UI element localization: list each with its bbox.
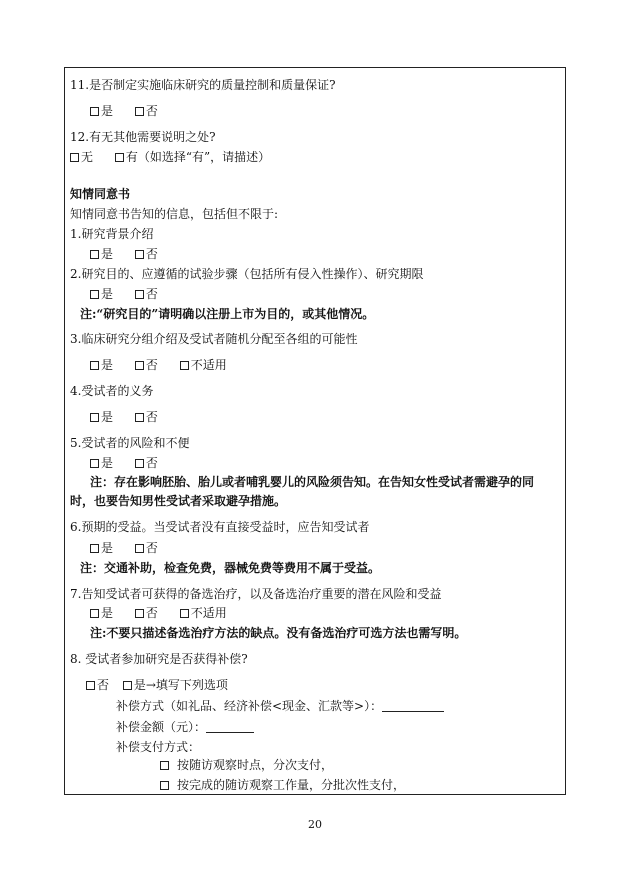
payment-option-1[interactable]: 按随访观察时点，分次支付， <box>160 757 333 773</box>
q11-no-option[interactable]: 否 <box>135 103 158 119</box>
item8-options <box>86 677 246 693</box>
compensation-amount-field[interactable] <box>206 721 254 733</box>
q11-options <box>90 103 176 119</box>
item3-options <box>90 357 245 373</box>
compensation-method-field[interactable] <box>382 700 444 712</box>
item6-text: 6.预期的受益。当受试者没有直接受益时，应告知受试者 <box>70 520 370 534</box>
item6-no-option[interactable]: 否 <box>135 540 158 556</box>
item6-options <box>90 540 176 556</box>
item2-text: 2.研究目的、应遵循的试验步骤（包括所有侵入性操作）、研究期限 <box>70 267 424 281</box>
item3-no-option[interactable]: 否 <box>135 357 158 373</box>
checkbox[interactable] <box>180 609 189 618</box>
compensation-payment-label: 补偿支付方式： <box>116 740 201 754</box>
q12-none-option[interactable]: 无 <box>70 149 93 165</box>
item1-yes-option[interactable]: 是 <box>90 246 113 262</box>
item2-yes-option[interactable]: 是 <box>90 286 113 302</box>
item7-text: 7.告知受试者可获得的备选治疗，以及备选治疗重要的潜在风险和受益 <box>70 587 442 601</box>
checkbox[interactable] <box>90 544 99 553</box>
checkbox[interactable] <box>90 107 99 116</box>
payment-option-2[interactable]: 按完成的随访观察工作量，分批次性支付， <box>160 777 405 793</box>
checkbox[interactable] <box>115 153 124 162</box>
checkbox[interactable] <box>90 459 99 468</box>
item1-text: 1.研究背景介绍 <box>70 227 154 241</box>
checkbox[interactable] <box>135 250 144 259</box>
item2-no-option[interactable]: 否 <box>135 286 158 302</box>
checkbox[interactable] <box>135 361 144 370</box>
item4-options <box>90 409 176 425</box>
item5-yes-option[interactable]: 是 <box>90 455 113 471</box>
item7-options <box>90 605 245 621</box>
item7-no-option[interactable]: 否 <box>135 605 158 621</box>
item8-text: 8. 受试者参加研究是否获得补偿? <box>70 652 248 666</box>
compensation-amount-label: 补偿金额（元）： <box>116 720 207 734</box>
item6-yes-option[interactable]: 是 <box>90 540 113 556</box>
checkbox[interactable] <box>90 609 99 618</box>
checkbox[interactable] <box>90 250 99 259</box>
item3-na-option[interactable]: 不适用 <box>180 357 227 373</box>
checkbox[interactable] <box>135 290 144 299</box>
checkbox[interactable] <box>90 413 99 422</box>
item4-yes-option[interactable]: 是 <box>90 409 113 425</box>
checkbox[interactable] <box>160 781 169 790</box>
checkbox[interactable] <box>70 153 79 162</box>
checkbox[interactable] <box>123 681 132 690</box>
item4-no-option[interactable]: 否 <box>135 409 158 425</box>
item5-text: 5.受试者的风险和不便 <box>70 436 190 450</box>
checkbox[interactable] <box>160 761 169 770</box>
item5-no-option[interactable]: 否 <box>135 455 158 471</box>
item5-note-line1: 注：存在影响胚胎、胎儿或者哺乳婴儿的风险须告知。在告知女性受试者需避孕的同 <box>90 475 535 489</box>
item1-options <box>90 246 176 262</box>
compensation-method <box>116 698 444 714</box>
checkbox[interactable] <box>135 413 144 422</box>
item5-options <box>90 455 176 471</box>
item1-no-option[interactable]: 否 <box>135 246 158 262</box>
q11-yes-option[interactable]: 是 <box>90 103 113 119</box>
item8-no-option[interactable]: 否 <box>86 677 109 693</box>
checkbox[interactable] <box>180 361 189 370</box>
q12-options <box>70 149 288 165</box>
checkbox[interactable] <box>135 609 144 618</box>
consent-title: 知情同意书 <box>70 187 131 201</box>
checkbox[interactable] <box>86 681 95 690</box>
q11-text: 11.是否制定实施临床研究的质量控制和质量保证? <box>70 78 336 92</box>
compensation-method-label: 补偿方式（如礼品、经济补偿<现金、汇款等>）： <box>116 699 383 713</box>
item2-note: 注:“研究目的”请明确以注册上市为目的，或其他情况。 <box>80 307 375 321</box>
item3-yes-option[interactable]: 是 <box>90 357 113 373</box>
q12-text: 12.有无其他需要说明之处? <box>70 130 216 144</box>
item4-text: 4.受试者的义务 <box>70 384 154 398</box>
item2-options <box>90 286 176 302</box>
item8-yes-option[interactable]: 是→填写下列选项 <box>123 677 228 693</box>
item5-note-line2: 时，也要告知男性受试者采取避孕措施。 <box>70 494 287 508</box>
compensation-amount <box>116 719 254 735</box>
checkbox[interactable] <box>90 290 99 299</box>
q12-has-option[interactable]: 有（如选择“有”，请描述） <box>115 149 270 165</box>
page-number: 20 <box>308 818 322 831</box>
item7-note: 注:不要只描述备选治疗方法的缺点。没有备选治疗可选方法也需写明。 <box>90 626 467 640</box>
checkbox[interactable] <box>135 459 144 468</box>
item6-note: 注：交通补助，检查免费，器械免费等费用不属于受益。 <box>80 561 381 575</box>
checkbox[interactable] <box>135 544 144 553</box>
item7-yes-option[interactable]: 是 <box>90 605 113 621</box>
item7-na-option[interactable]: 不适用 <box>180 605 227 621</box>
checkbox[interactable] <box>90 361 99 370</box>
consent-intro: 知情同意书告知的信息，包括但不限于: <box>70 207 279 221</box>
checkbox[interactable] <box>135 107 144 116</box>
item3-text: 3.临床研究分组介绍及受试者随机分配至各组的可能性 <box>70 332 358 346</box>
